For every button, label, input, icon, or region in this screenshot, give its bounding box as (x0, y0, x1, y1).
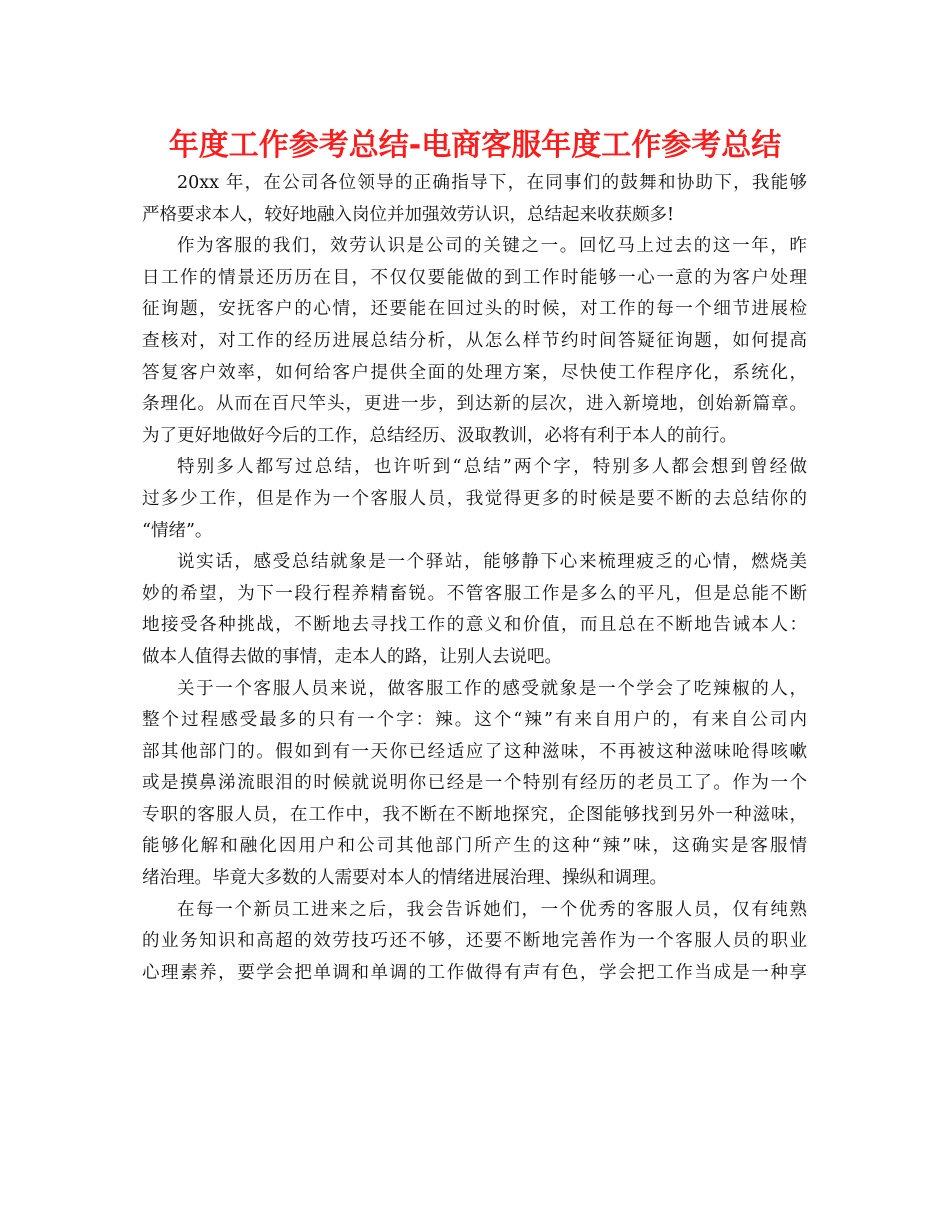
paragraph-line: 20xx 年，在公司各位领导的正确指导下，在同事们的鼓舞和协助下，我能够 (177, 173, 807, 193)
paragraph-line: 妙的希望，为下一段行程养精畜锐。不管客服工作是多么的平凡，但是总能不断 (142, 583, 807, 604)
paragraph-line: 特别多人都写过总结，也许听到“总结”两个字，特别多人都会想到曾经做 (177, 457, 807, 478)
paragraph-line: 答复客户效率，如何给客户提供全面的处理方案，尽快使工作程序化，系统化， (142, 362, 807, 383)
paragraph (142, 895, 807, 990)
paragraph-line: 专职的客服人员，在工作中，我不断在不断地探究，企图能够找到另外一种滋味， (142, 804, 807, 825)
paragraph-line: 部其他部门的。假如到有一天你已经适应了这种滋味，不再被这种滋味呛得咳嗽 (142, 741, 807, 762)
paragraph-line: 关于一个客服人员来说，做客服工作的感受就象是一个学会了吃辣椒的人， (177, 678, 807, 699)
document-body (142, 168, 807, 989)
paragraph-line: 为了更好地做好今后的工作，总结经历、汲取教训，必将有利于本人的前行。 (142, 425, 737, 446)
paragraph (142, 168, 807, 231)
paragraph (142, 231, 807, 452)
paragraph-line: 过多少工作，但是作为一个客服人员，我觉得更多的时候是要不断的去总结你的 (142, 488, 807, 509)
paragraph-line: 查核对，对工作的经历进展总结分析，从怎么样节约时间答疑征询题，如何提高 (142, 330, 807, 351)
document-title: 年度工作参考总结-电商客服年度工作参考总结 (168, 128, 782, 163)
paragraph-line: 日工作的情景还历历在目，不仅仅要能做的到工作时能够一心一意的为客户处理 (142, 267, 807, 288)
paragraph-line: 条理化。从而在百尺竿头，更进一步，到达新的层次，进入新境地，创始新篇章。 (142, 394, 807, 415)
paragraph-line: 心理素养，要学会把单调和单调的工作做得有声有色，学会把工作当成是一种享 (142, 962, 807, 983)
paragraph-line: 或是摸鼻涕流眼泪的时候就说明你已经是一个特别有经历的老员工了。作为一个 (142, 773, 807, 794)
paragraph (142, 547, 807, 673)
paragraph (142, 674, 807, 895)
paragraph-line: 地接受各种挑战，不断地去寻找工作的意义和价值，而且总在不断地告诫本人： (142, 615, 807, 636)
paragraph-line: 整个过程感受最多的只有一个字：辣。这个“辣”有来自用户的，有来自公司内 (142, 710, 807, 731)
paragraph-line: 做本人值得去做的事情，走本人的路，让别人去说吧。 (142, 646, 562, 667)
paragraph (142, 452, 807, 547)
paragraph-line: 说实话，感受总结就象是一个驿站，能够静下心来梳理疲乏的心情，燃烧美 (177, 552, 807, 573)
paragraph-line: 的业务知识和高超的效劳技巧还不够，还要不断地完善作为一个客服人员的职业 (142, 931, 807, 952)
paragraph-line: 能够化解和融化因用户和公司其他部门所产生的这种“辣”味，这确实是客服情 (142, 836, 807, 857)
paragraph-line: 征询题，安抚客户的心情，还要能在回过头的时候，对工作的每一个细节进展检 (142, 299, 807, 320)
paragraph-line: 绪治理。毕竟大多数的人需要对本人的情绪进展治理、操纵和调理。 (142, 868, 667, 889)
paragraph-line: “情绪”。 (142, 520, 213, 541)
paragraph-line: 在每一个新员工进来之后，我会告诉她们，一个优秀的客服人员，仅有纯熟 (177, 899, 807, 920)
paragraph-line: 严格要求本人，较好地融入岗位并加强效劳认识，总结起来收获颇多! (142, 204, 675, 225)
paragraph-line: 作为客服的我们，效劳认识是公司的关键之一。回忆马上过去的这一年，昨 (177, 236, 807, 257)
